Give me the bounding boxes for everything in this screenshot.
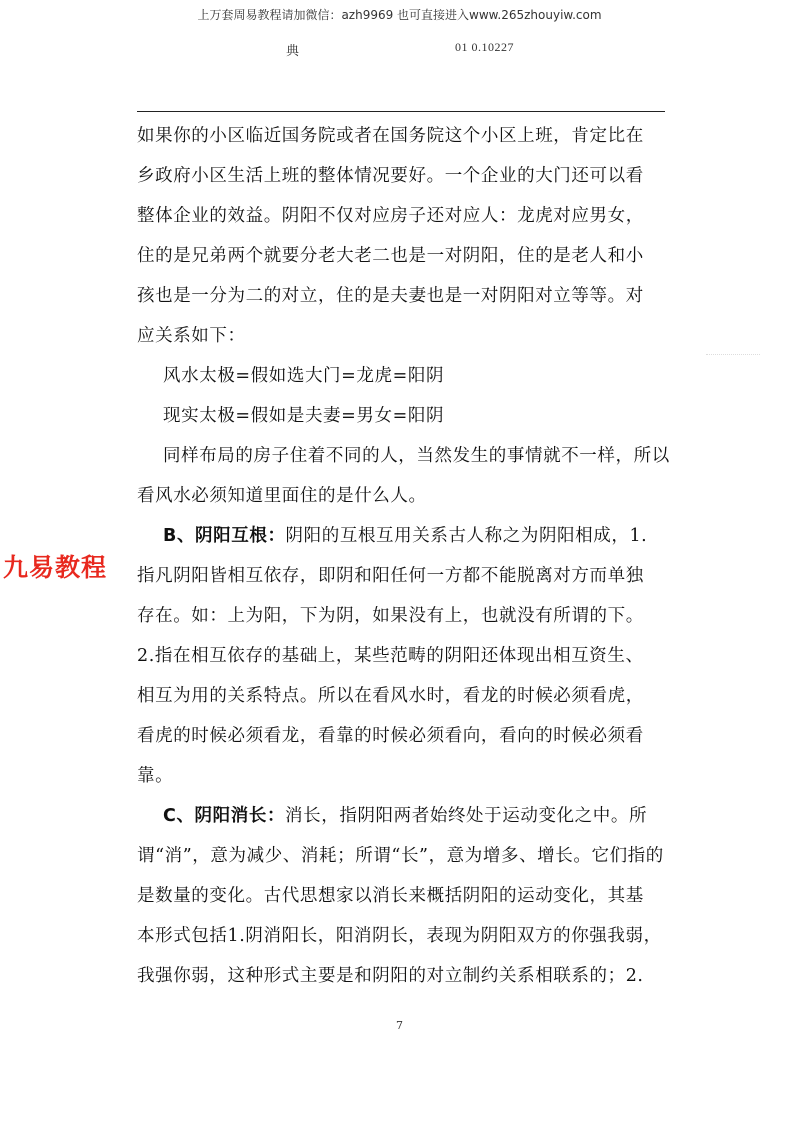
text-line: 存在。如：上为阳，下为阴，如果没有上，也就没有所谓的下。 <box>137 606 644 626</box>
text-line: 乡政府小区生活上班的整体情况要好。一个企业的大门还可以看 <box>137 166 644 186</box>
text-line: 是数量的变化。古代思想家以消长来概括阴阳的运动变化，其基 <box>137 886 644 906</box>
text-line: 同样布局的房子住着不同的人，当然发生的事情就不一样，所以 <box>163 446 670 466</box>
text-line: 指凡阴阳皆相互依存，即阴和阳任何一方都不能脱离对方而单独 <box>137 566 644 586</box>
page-number: 7 <box>396 1019 403 1032</box>
text-line: 如果你的小区临近国务院或者在国务院这个小区上班，肯定比在 <box>137 126 644 146</box>
text-line: 住的是兄弟两个就要分老大老二也是一对阴阳，住的是老人和小 <box>137 246 644 266</box>
body-text <box>137 126 677 1006</box>
text-line: 2.指在相互依存的基础上，某些范畴的阴阳还体现出相互资生、 <box>137 646 644 666</box>
text-line: 应关系如下： <box>137 326 246 346</box>
text-line: 我强你弱，这种形式主要是和阴阳的对立制约关系相联系的；2. <box>137 966 644 986</box>
section-b-heading: B、阴阳互根： <box>163 526 286 546</box>
section-b-line <box>137 526 677 546</box>
section-c-heading: C、阴阳消长： <box>163 806 286 826</box>
text-line: 靠。 <box>137 766 174 786</box>
scan-speck <box>706 354 760 355</box>
header-left: 典 <box>286 44 300 59</box>
text-line: 整体企业的效益。阴阳不仅对应房子还对应人：龙虎对应男女， <box>137 206 644 226</box>
header-rule <box>137 111 665 112</box>
text-line: 本形式包括1.阴消阳长，阳消阴长，表现为阴阳双方的你强我弱， <box>137 926 662 946</box>
text-line: 风水太极=假如选大门=龙虎=阳阴 <box>163 366 445 386</box>
header-right: 01 0.10227 <box>455 40 514 54</box>
text-line: 现实太极=假如是夫妻=男女=阳阴 <box>163 406 445 426</box>
section-c-line <box>137 806 677 826</box>
text-line: 孩也是一分为二的对立，住的是夫妻也是一对阴阳对立等等。对 <box>137 286 644 306</box>
text-line: 看风水必须知道里面住的是什么人。 <box>137 486 427 506</box>
watermark-logo: 九易教程 <box>3 553 108 582</box>
top-banner: 上万套周易教程请加微信：azh9969 也可直接进入www.265zhouyiw.com <box>197 8 602 22</box>
section-c-text: 消长，指阴阳两者始终处于运动变化之中。所 <box>285 806 648 826</box>
text-line: 谓“消”，意为减少、消耗；所谓“长”，意为增多、增长。它们指的 <box>137 846 664 866</box>
text-line: 看虎的时候必须看龙，看靠的时候必须看向，看向的时候必须看 <box>137 726 644 746</box>
section-b-text: 阴阳的互根互用关系古人称之为阴阳相成，1. <box>285 526 648 546</box>
text-line: 相互为用的关系特点。所以在看风水时，看龙的时候必须看虎， <box>137 686 644 706</box>
